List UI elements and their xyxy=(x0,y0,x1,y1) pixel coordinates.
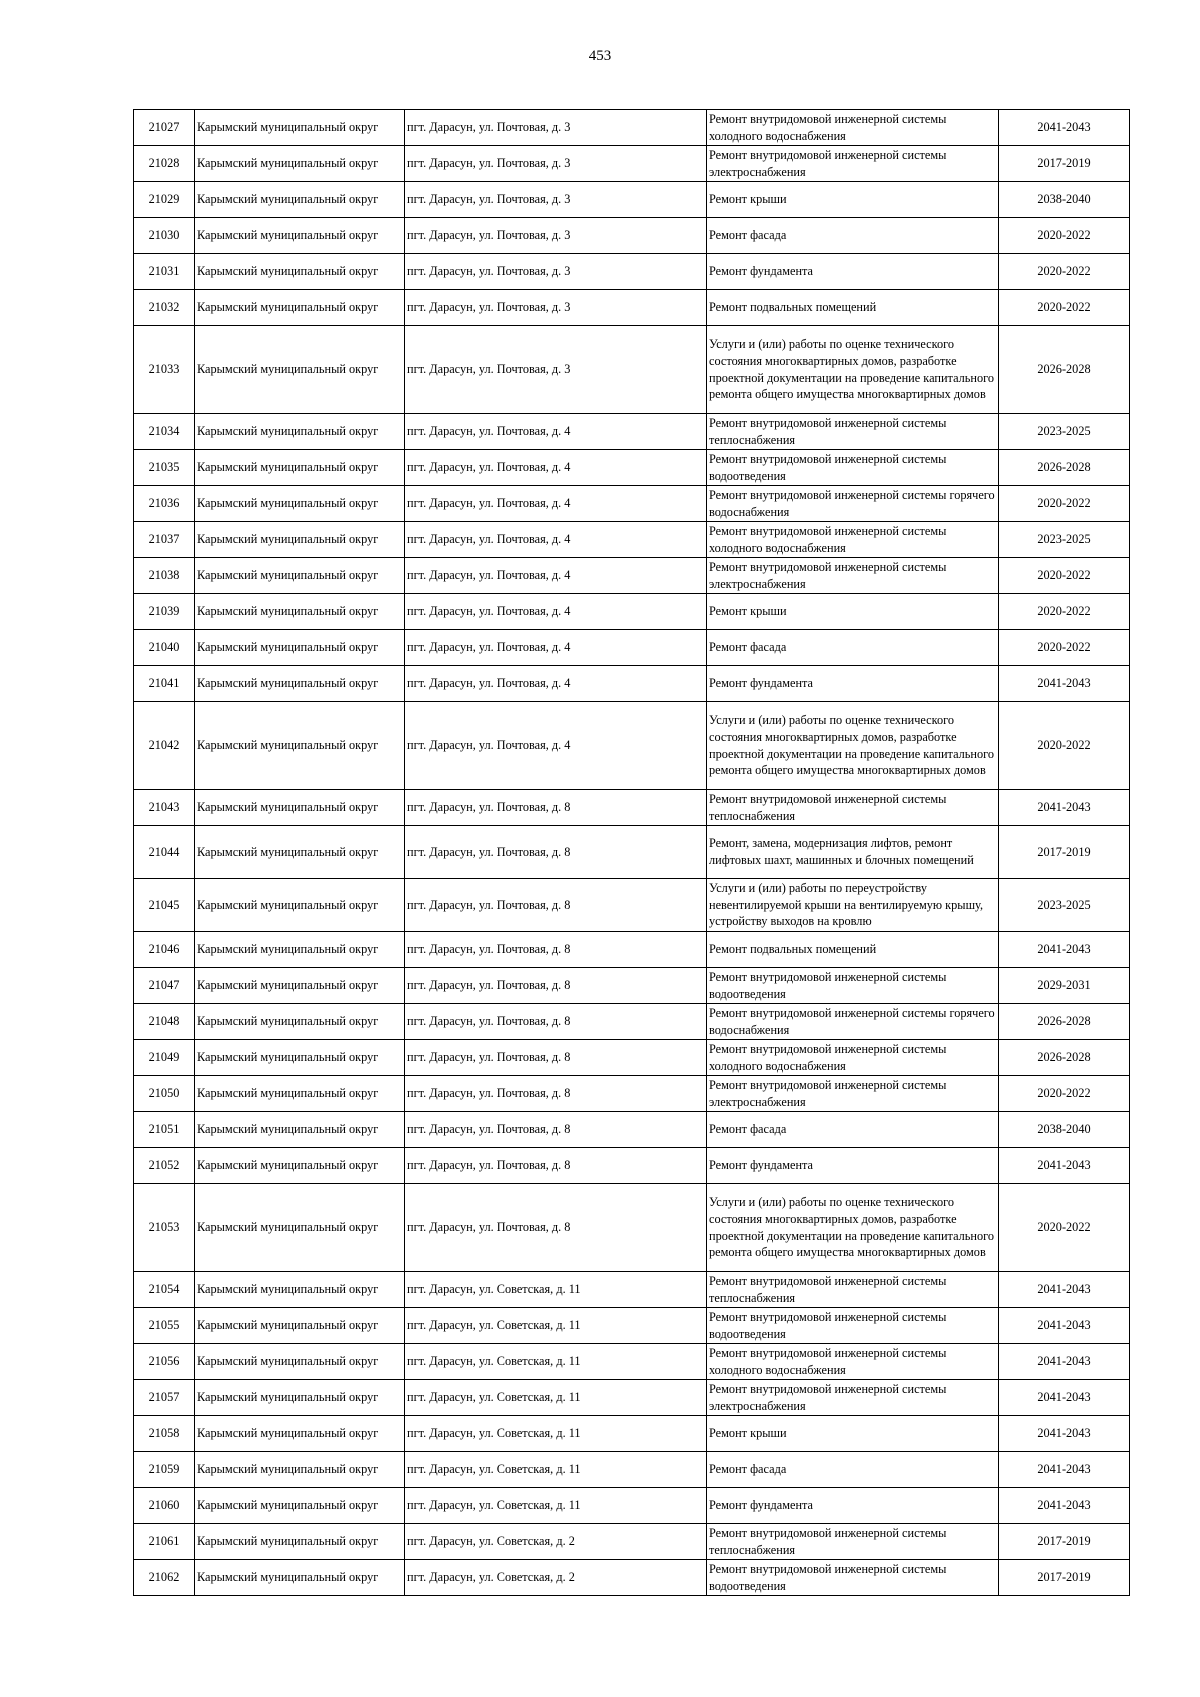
municipality-cell: Карымский муниципальный округ xyxy=(195,594,405,630)
work-type-cell: Ремонт внутридомовой инженерной системы холодного водоснабжения xyxy=(707,110,999,146)
work-type-cell: Ремонт внутридомовой инженерной системы электроснабжения xyxy=(707,1076,999,1112)
row-number: 21032 xyxy=(134,290,195,326)
table-row xyxy=(134,1308,1130,1344)
address-cell: пгт. Дарасун, ул. Почтовая, д. 8 xyxy=(405,1148,707,1184)
table-row xyxy=(134,1560,1130,1596)
table-row xyxy=(134,558,1130,594)
work-type-cell: Ремонт фасада xyxy=(707,1112,999,1148)
row-number: 21028 xyxy=(134,146,195,182)
row-number: 21030 xyxy=(134,218,195,254)
table-row xyxy=(134,1380,1130,1416)
municipality-cell: Карымский муниципальный округ xyxy=(195,790,405,826)
work-type-cell: Ремонт внутридомовой инженерной системы теплоснабжения xyxy=(707,790,999,826)
row-number: 21041 xyxy=(134,666,195,702)
row-number: 21034 xyxy=(134,414,195,450)
municipality-cell: Карымский муниципальный округ xyxy=(195,486,405,522)
table-row xyxy=(134,414,1130,450)
work-type-cell: Ремонт крыши xyxy=(707,182,999,218)
address-cell: пгт. Дарасун, ул. Почтовая, д. 3 xyxy=(405,254,707,290)
table-row xyxy=(134,1184,1130,1272)
row-number: 21050 xyxy=(134,1076,195,1112)
row-number: 21038 xyxy=(134,558,195,594)
address-cell: пгт. Дарасун, ул. Советская, д. 11 xyxy=(405,1416,707,1452)
municipality-cell: Карымский муниципальный округ xyxy=(195,146,405,182)
table-row xyxy=(134,1076,1130,1112)
municipality-cell: Карымский муниципальный округ xyxy=(195,879,405,932)
address-cell: пгт. Дарасун, ул. Почтовая, д. 3 xyxy=(405,146,707,182)
row-number: 21051 xyxy=(134,1112,195,1148)
work-type-cell: Ремонт внутридомовой инженерной системы холодного водоснабжения xyxy=(707,522,999,558)
address-cell: пгт. Дарасун, ул. Советская, д. 11 xyxy=(405,1344,707,1380)
municipality-cell: Карымский муниципальный округ xyxy=(195,1112,405,1148)
table-row xyxy=(134,790,1130,826)
period-cell: 2041-2043 xyxy=(999,790,1130,826)
period-cell: 2041-2043 xyxy=(999,1416,1130,1452)
table-row xyxy=(134,1112,1130,1148)
row-number: 21027 xyxy=(134,110,195,146)
municipality-cell: Карымский муниципальный округ xyxy=(195,1004,405,1040)
work-type-cell: Ремонт внутридомовой инженерной системы водоотведения xyxy=(707,450,999,486)
work-type-cell: Ремонт внутридомовой инженерной системы горячего водоснабжения xyxy=(707,1004,999,1040)
period-cell: 2017-2019 xyxy=(999,826,1130,879)
municipality-cell: Карымский муниципальный округ xyxy=(195,290,405,326)
row-number: 21056 xyxy=(134,1344,195,1380)
municipality-cell: Карымский муниципальный округ xyxy=(195,702,405,790)
period-cell: 2017-2019 xyxy=(999,146,1130,182)
period-cell: 2020-2022 xyxy=(999,254,1130,290)
address-cell: пгт. Дарасун, ул. Почтовая, д. 8 xyxy=(405,879,707,932)
municipality-cell: Карымский муниципальный округ xyxy=(195,450,405,486)
work-type-cell: Ремонт фасада xyxy=(707,218,999,254)
address-cell: пгт. Дарасун, ул. Почтовая, д. 8 xyxy=(405,968,707,1004)
row-number: 21054 xyxy=(134,1272,195,1308)
period-cell: 2041-2043 xyxy=(999,1344,1130,1380)
address-cell: пгт. Дарасун, ул. Почтовая, д. 8 xyxy=(405,1112,707,1148)
municipality-cell: Карымский муниципальный округ xyxy=(195,1488,405,1524)
row-number: 21057 xyxy=(134,1380,195,1416)
row-number: 21060 xyxy=(134,1488,195,1524)
municipality-cell: Карымский муниципальный округ xyxy=(195,1148,405,1184)
address-cell: пгт. Дарасун, ул. Почтовая, д. 4 xyxy=(405,702,707,790)
work-type-cell: Ремонт крыши xyxy=(707,594,999,630)
municipality-cell: Карымский муниципальный округ xyxy=(195,1308,405,1344)
municipality-cell: Карымский муниципальный округ xyxy=(195,182,405,218)
period-cell: 2026-2028 xyxy=(999,450,1130,486)
table-row xyxy=(134,594,1130,630)
work-type-cell: Услуги и (или) работы по оценке технического состояния многоквартирных домов, разработке проектной документации на проведение капитального ремонта общего имущества многоквартирных домов xyxy=(707,326,999,414)
period-cell: 2020-2022 xyxy=(999,702,1130,790)
row-number: 21035 xyxy=(134,450,195,486)
table-row xyxy=(134,1524,1130,1560)
row-number: 21036 xyxy=(134,486,195,522)
period-cell: 2041-2043 xyxy=(999,1380,1130,1416)
row-number: 21048 xyxy=(134,1004,195,1040)
period-cell: 2020-2022 xyxy=(999,630,1130,666)
table-row xyxy=(134,826,1130,879)
address-cell: пгт. Дарасун, ул. Почтовая, д. 8 xyxy=(405,1184,707,1272)
table-row xyxy=(134,666,1130,702)
work-type-cell: Ремонт фасада xyxy=(707,1452,999,1488)
municipality-cell: Карымский муниципальный округ xyxy=(195,414,405,450)
address-cell: пгт. Дарасун, ул. Почтовая, д. 4 xyxy=(405,450,707,486)
table-row xyxy=(134,1488,1130,1524)
period-cell: 2026-2028 xyxy=(999,1040,1130,1076)
address-cell: пгт. Дарасун, ул. Почтовая, д. 4 xyxy=(405,630,707,666)
row-number: 21061 xyxy=(134,1524,195,1560)
period-cell: 2020-2022 xyxy=(999,290,1130,326)
period-cell: 2029-2031 xyxy=(999,968,1130,1004)
row-number: 21037 xyxy=(134,522,195,558)
work-type-cell: Ремонт внутридомовой инженерной системы водоотведения xyxy=(707,968,999,1004)
period-cell: 2041-2043 xyxy=(999,666,1130,702)
municipality-cell: Карымский муниципальный округ xyxy=(195,218,405,254)
period-cell: 2026-2028 xyxy=(999,1004,1130,1040)
row-number: 21059 xyxy=(134,1452,195,1488)
period-cell: 2041-2043 xyxy=(999,932,1130,968)
work-type-cell: Ремонт внутридомовой инженерной системы водоотведения xyxy=(707,1308,999,1344)
address-cell: пгт. Дарасун, ул. Советская, д. 2 xyxy=(405,1560,707,1596)
municipality-cell: Карымский муниципальный округ xyxy=(195,558,405,594)
work-type-cell: Услуги и (или) работы по оценке технического состояния многоквартирных домов, разработке проектной документации на проведение капитального ремонта общего имущества многоквартирных домов xyxy=(707,1184,999,1272)
period-cell: 2020-2022 xyxy=(999,558,1130,594)
work-type-cell: Ремонт внутридомовой инженерной системы теплоснабжения xyxy=(707,414,999,450)
work-type-cell: Ремонт внутридомовой инженерной системы электроснабжения xyxy=(707,1380,999,1416)
table-row xyxy=(134,486,1130,522)
address-cell: пгт. Дарасун, ул. Советская, д. 2 xyxy=(405,1524,707,1560)
work-type-cell: Ремонт внутридомовой инженерной системы горячего водоснабжения xyxy=(707,486,999,522)
work-type-cell: Ремонт крыши xyxy=(707,1416,999,1452)
address-cell: пгт. Дарасун, ул. Почтовая, д. 8 xyxy=(405,790,707,826)
address-cell: пгт. Дарасун, ул. Советская, д. 11 xyxy=(405,1272,707,1308)
row-number: 21043 xyxy=(134,790,195,826)
municipality-cell: Карымский муниципальный округ xyxy=(195,1040,405,1076)
table-row xyxy=(134,522,1130,558)
address-cell: пгт. Дарасун, ул. Почтовая, д. 8 xyxy=(405,1004,707,1040)
work-type-cell: Услуги и (или) работы по оценке технического состояния многоквартирных домов, разработке проектной документации на проведение капитального ремонта общего имущества многоквартирных домов xyxy=(707,702,999,790)
table-row xyxy=(134,630,1130,666)
period-cell: 2020-2022 xyxy=(999,218,1130,254)
work-type-cell: Ремонт подвальных помещений xyxy=(707,932,999,968)
municipality-cell: Карымский муниципальный округ xyxy=(195,326,405,414)
row-number: 21044 xyxy=(134,826,195,879)
table-row xyxy=(134,1416,1130,1452)
table-row xyxy=(134,110,1130,146)
repair-schedule-table xyxy=(133,109,1130,1596)
municipality-cell: Карымский муниципальный округ xyxy=(195,1416,405,1452)
municipality-cell: Карымский муниципальный округ xyxy=(195,666,405,702)
period-cell: 2017-2019 xyxy=(999,1524,1130,1560)
address-cell: пгт. Дарасун, ул. Почтовая, д. 4 xyxy=(405,522,707,558)
municipality-cell: Карымский муниципальный округ xyxy=(195,1452,405,1488)
address-cell: пгт. Дарасун, ул. Почтовая, д. 8 xyxy=(405,1040,707,1076)
row-number: 21049 xyxy=(134,1040,195,1076)
table-row xyxy=(134,1272,1130,1308)
row-number: 21039 xyxy=(134,594,195,630)
row-number: 21047 xyxy=(134,968,195,1004)
table-row xyxy=(134,1452,1130,1488)
municipality-cell: Карымский муниципальный округ xyxy=(195,968,405,1004)
address-cell: пгт. Дарасун, ул. Почтовая, д. 8 xyxy=(405,826,707,879)
municipality-cell: Карымский муниципальный округ xyxy=(195,630,405,666)
municipality-cell: Карымский муниципальный округ xyxy=(195,826,405,879)
work-type-cell: Ремонт внутридомовой инженерной системы теплоснабжения xyxy=(707,1524,999,1560)
table-row xyxy=(134,1040,1130,1076)
period-cell: 2020-2022 xyxy=(999,1184,1130,1272)
period-cell: 2020-2022 xyxy=(999,594,1130,630)
row-number: 21046 xyxy=(134,932,195,968)
period-cell: 2023-2025 xyxy=(999,522,1130,558)
period-cell: 2041-2043 xyxy=(999,1308,1130,1344)
address-cell: пгт. Дарасун, ул. Почтовая, д. 4 xyxy=(405,666,707,702)
row-number: 21040 xyxy=(134,630,195,666)
table-row xyxy=(134,1004,1130,1040)
period-cell: 2038-2040 xyxy=(999,1112,1130,1148)
work-type-cell: Ремонт фундамента xyxy=(707,666,999,702)
table-row xyxy=(134,450,1130,486)
table-row xyxy=(134,182,1130,218)
municipality-cell: Карымский муниципальный округ xyxy=(195,1272,405,1308)
table-row xyxy=(134,1148,1130,1184)
address-cell: пгт. Дарасун, ул. Почтовая, д. 4 xyxy=(405,558,707,594)
row-number: 21053 xyxy=(134,1184,195,1272)
work-type-cell: Ремонт фундамента xyxy=(707,1148,999,1184)
work-type-cell: Ремонт внутридомовой инженерной системы электроснабжения xyxy=(707,146,999,182)
address-cell: пгт. Дарасун, ул. Почтовая, д. 8 xyxy=(405,1076,707,1112)
row-number: 21052 xyxy=(134,1148,195,1184)
table-row xyxy=(134,702,1130,790)
row-number: 21045 xyxy=(134,879,195,932)
work-type-cell: Ремонт внутридомовой инженерной системы холодного водоснабжения xyxy=(707,1040,999,1076)
period-cell: 2041-2043 xyxy=(999,1452,1130,1488)
work-type-cell: Ремонт, замена, модернизация лифтов, ремонт лифтовых шахт, машинных и блочных помещений xyxy=(707,826,999,879)
period-cell: 2041-2043 xyxy=(999,1488,1130,1524)
period-cell: 2023-2025 xyxy=(999,879,1130,932)
row-number: 21029 xyxy=(134,182,195,218)
work-type-cell: Ремонт внутридомовой инженерной системы теплоснабжения xyxy=(707,1272,999,1308)
address-cell: пгт. Дарасун, ул. Советская, д. 11 xyxy=(405,1308,707,1344)
period-cell: 2020-2022 xyxy=(999,1076,1130,1112)
municipality-cell: Карымский муниципальный округ xyxy=(195,110,405,146)
row-number: 21031 xyxy=(134,254,195,290)
table-row xyxy=(134,879,1130,932)
period-cell: 2026-2028 xyxy=(999,326,1130,414)
work-type-cell: Ремонт фасада xyxy=(707,630,999,666)
work-type-cell: Ремонт внутридомовой инженерной системы водоотведения xyxy=(707,1560,999,1596)
period-cell: 2041-2043 xyxy=(999,1148,1130,1184)
address-cell: пгт. Дарасун, ул. Почтовая, д. 3 xyxy=(405,290,707,326)
period-cell: 2017-2019 xyxy=(999,1560,1130,1596)
address-cell: пгт. Дарасун, ул. Почтовая, д. 3 xyxy=(405,326,707,414)
work-type-cell: Ремонт фундамента xyxy=(707,254,999,290)
work-type-cell: Услуги и (или) работы по переустройству невентилируемой крыши на вентилируемую крышу, устройству выходов на кровлю xyxy=(707,879,999,932)
row-number: 21055 xyxy=(134,1308,195,1344)
municipality-cell: Карымский муниципальный округ xyxy=(195,1184,405,1272)
municipality-cell: Карымский муниципальный округ xyxy=(195,1524,405,1560)
address-cell: пгт. Дарасун, ул. Почтовая, д. 4 xyxy=(405,486,707,522)
table-row xyxy=(134,254,1130,290)
address-cell: пгт. Дарасун, ул. Почтовая, д. 3 xyxy=(405,182,707,218)
municipality-cell: Карымский муниципальный округ xyxy=(195,522,405,558)
address-cell: пгт. Дарасун, ул. Советская, д. 11 xyxy=(405,1488,707,1524)
address-cell: пгт. Дарасун, ул. Советская, д. 11 xyxy=(405,1452,707,1488)
table-row xyxy=(134,1344,1130,1380)
address-cell: пгт. Дарасун, ул. Почтовая, д. 3 xyxy=(405,218,707,254)
work-type-cell: Ремонт подвальных помещений xyxy=(707,290,999,326)
table-row xyxy=(134,146,1130,182)
municipality-cell: Карымский муниципальный округ xyxy=(195,254,405,290)
table-row xyxy=(134,968,1130,1004)
row-number: 21033 xyxy=(134,326,195,414)
address-cell: пгт. Дарасун, ул. Почтовая, д. 3 xyxy=(405,110,707,146)
address-cell: пгт. Дарасун, ул. Советская, д. 11 xyxy=(405,1380,707,1416)
municipality-cell: Карымский муниципальный округ xyxy=(195,1560,405,1596)
work-type-cell: Ремонт внутридомовой инженерной системы электроснабжения xyxy=(707,558,999,594)
municipality-cell: Карымский муниципальный округ xyxy=(195,1344,405,1380)
row-number: 21062 xyxy=(134,1560,195,1596)
period-cell: 2038-2040 xyxy=(999,182,1130,218)
address-cell: пгт. Дарасун, ул. Почтовая, д. 8 xyxy=(405,932,707,968)
address-cell: пгт. Дарасун, ул. Почтовая, д. 4 xyxy=(405,414,707,450)
municipality-cell: Карымский муниципальный округ xyxy=(195,932,405,968)
table-row xyxy=(134,326,1130,414)
table-row xyxy=(134,932,1130,968)
work-type-cell: Ремонт фундамента xyxy=(707,1488,999,1524)
municipality-cell: Карымский муниципальный округ xyxy=(195,1380,405,1416)
municipality-cell: Карымский муниципальный округ xyxy=(195,1076,405,1112)
period-cell: 2041-2043 xyxy=(999,1272,1130,1308)
row-number: 21042 xyxy=(134,702,195,790)
table-row xyxy=(134,218,1130,254)
table-row xyxy=(134,290,1130,326)
page-number: 453 xyxy=(588,48,612,64)
row-number: 21058 xyxy=(134,1416,195,1452)
period-cell: 2041-2043 xyxy=(999,110,1130,146)
period-cell: 2023-2025 xyxy=(999,414,1130,450)
work-type-cell: Ремонт внутридомовой инженерной системы холодного водоснабжения xyxy=(707,1344,999,1380)
address-cell: пгт. Дарасун, ул. Почтовая, д. 4 xyxy=(405,594,707,630)
period-cell: 2020-2022 xyxy=(999,486,1130,522)
